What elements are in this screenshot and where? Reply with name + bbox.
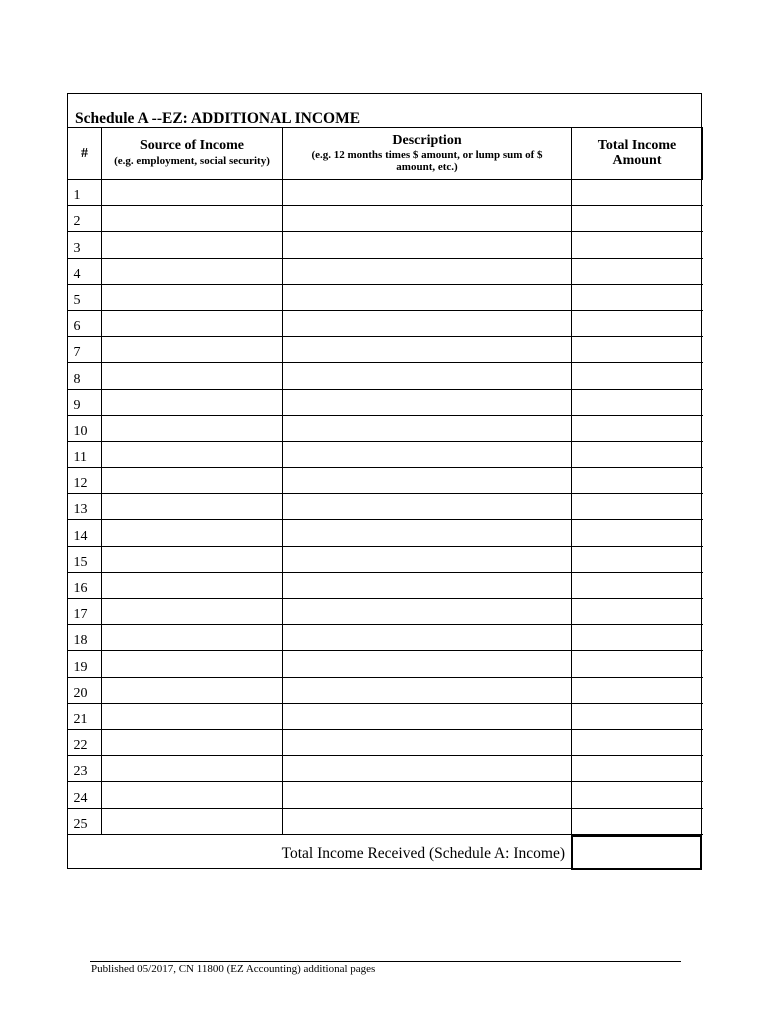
description-field[interactable]	[283, 599, 572, 625]
source-of-income-field[interactable]	[102, 468, 283, 494]
description-field[interactable]	[283, 232, 572, 258]
source-of-income-field[interactable]	[102, 782, 283, 808]
schedule-a-form	[67, 93, 702, 869]
source-of-income-field[interactable]	[102, 520, 283, 546]
row-number: 15	[68, 546, 102, 572]
source-of-income-field[interactable]	[102, 808, 283, 834]
row-number: 17	[68, 599, 102, 625]
total-income-amount-field[interactable]	[572, 546, 703, 572]
description-field[interactable]	[283, 206, 572, 232]
footer-publication-note: Published 05/2017, CN 11800 (EZ Accounting) additional pages	[91, 963, 376, 975]
description-field[interactable]	[283, 337, 572, 363]
description-field[interactable]	[283, 441, 572, 467]
description-field[interactable]	[283, 363, 572, 389]
description-field[interactable]	[283, 180, 572, 206]
total-income-amount-field[interactable]	[572, 363, 703, 389]
source-of-income-field[interactable]	[102, 625, 283, 651]
table-row	[68, 441, 703, 467]
row-number: 25	[68, 808, 102, 834]
table-row	[68, 284, 703, 310]
row-number: 22	[68, 729, 102, 755]
description-field[interactable]	[283, 729, 572, 755]
row-number: 18	[68, 625, 102, 651]
table-row	[68, 520, 703, 546]
total-income-amount-field[interactable]	[572, 808, 703, 834]
description-field[interactable]	[283, 415, 572, 441]
table-row	[68, 337, 703, 363]
form-title: Schedule A --EZ: ADDITIONAL INCOME	[75, 110, 361, 127]
total-income-amount-field[interactable]	[572, 180, 703, 206]
description-field[interactable]	[283, 651, 572, 677]
total-income-amount-field[interactable]	[572, 415, 703, 441]
description-field[interactable]	[283, 625, 572, 651]
row-number: 9	[68, 389, 102, 415]
source-of-income-field[interactable]	[102, 180, 283, 206]
total-income-amount-field[interactable]	[572, 703, 703, 729]
description-field[interactable]	[283, 546, 572, 572]
source-of-income-field[interactable]	[102, 546, 283, 572]
total-income-amount-field[interactable]	[572, 651, 703, 677]
source-of-income-field[interactable]	[102, 599, 283, 625]
row-number: 19	[68, 651, 102, 677]
table-row	[68, 258, 703, 284]
description-field[interactable]	[283, 677, 572, 703]
description-field[interactable]	[283, 756, 572, 782]
row-number: 20	[68, 677, 102, 703]
header-description	[283, 128, 572, 180]
source-of-income-field[interactable]	[102, 703, 283, 729]
table-row	[68, 389, 703, 415]
header-total-amount	[572, 128, 703, 180]
row-number: 23	[68, 756, 102, 782]
source-of-income-field[interactable]	[102, 389, 283, 415]
row-number: 13	[68, 494, 102, 520]
table-row	[68, 572, 703, 598]
source-of-income-field[interactable]	[102, 232, 283, 258]
source-of-income-field[interactable]	[102, 258, 283, 284]
table-row	[68, 625, 703, 651]
source-of-income-field[interactable]	[102, 441, 283, 467]
source-of-income-field[interactable]	[102, 363, 283, 389]
row-number: 4	[68, 258, 102, 284]
total-row	[68, 835, 701, 869]
total-income-amount-field[interactable]	[572, 625, 703, 651]
description-field[interactable]	[283, 782, 572, 808]
row-number: 5	[68, 284, 102, 310]
table-row	[68, 703, 703, 729]
table-row	[68, 651, 703, 677]
table-row	[68, 363, 703, 389]
row-number: 1	[68, 180, 102, 206]
total-income-amount-field[interactable]	[572, 520, 703, 546]
table-row	[68, 729, 703, 755]
row-number: 21	[68, 703, 102, 729]
table-row	[68, 782, 703, 808]
source-of-income-field[interactable]	[102, 415, 283, 441]
header-description-label: Description	[392, 132, 462, 148]
description-field[interactable]	[283, 389, 572, 415]
total-income-amount-field[interactable]	[571, 835, 702, 870]
income-table	[67, 127, 703, 835]
table-row	[68, 310, 703, 336]
table-row	[68, 206, 703, 232]
total-income-amount-field[interactable]	[572, 782, 703, 808]
total-income-amount-field[interactable]	[572, 468, 703, 494]
header-number	[68, 128, 102, 180]
header-number-label: #	[81, 146, 88, 162]
income-rows	[68, 180, 703, 835]
total-income-amount-field[interactable]	[572, 310, 703, 336]
source-of-income-field[interactable]	[102, 756, 283, 782]
total-income-amount-field[interactable]	[572, 337, 703, 363]
source-of-income-field[interactable]	[102, 572, 283, 598]
description-field[interactable]	[283, 808, 572, 834]
row-number: 12	[68, 468, 102, 494]
total-income-amount-field[interactable]	[572, 677, 703, 703]
row-number: 11	[68, 441, 102, 467]
header-source	[102, 128, 283, 180]
row-number: 10	[68, 415, 102, 441]
total-income-amount-field[interactable]	[572, 729, 703, 755]
total-income-amount-field[interactable]	[572, 572, 703, 598]
source-of-income-field[interactable]	[102, 337, 283, 363]
description-field[interactable]	[283, 520, 572, 546]
total-income-amount-field[interactable]	[572, 756, 703, 782]
total-income-amount-field[interactable]	[572, 389, 703, 415]
total-income-amount-field[interactable]	[572, 258, 703, 284]
table-row	[68, 546, 703, 572]
source-of-income-field[interactable]	[102, 494, 283, 520]
description-field[interactable]	[283, 572, 572, 598]
row-number: 3	[68, 232, 102, 258]
description-field[interactable]	[283, 258, 572, 284]
row-number: 2	[68, 206, 102, 232]
description-field[interactable]	[283, 494, 572, 520]
description-field[interactable]	[283, 310, 572, 336]
table-row	[68, 599, 703, 625]
row-number: 6	[68, 310, 102, 336]
row-number: 14	[68, 520, 102, 546]
table-row	[68, 468, 703, 494]
table-row	[68, 232, 703, 258]
table-row	[68, 415, 703, 441]
description-field[interactable]	[283, 284, 572, 310]
total-income-amount-field[interactable]	[572, 599, 703, 625]
table-row	[68, 494, 703, 520]
total-income-amount-field[interactable]	[572, 206, 703, 232]
source-of-income-field[interactable]	[102, 729, 283, 755]
row-number: 16	[68, 572, 102, 598]
table-row	[68, 677, 703, 703]
source-of-income-field[interactable]	[102, 677, 283, 703]
source-of-income-field[interactable]	[102, 206, 283, 232]
table-row	[68, 756, 703, 782]
source-of-income-field[interactable]	[102, 651, 283, 677]
header-total-amount-label: Total Income Amount	[597, 137, 677, 168]
total-income-amount-field[interactable]	[572, 284, 703, 310]
row-number: 7	[68, 337, 102, 363]
row-number: 8	[68, 363, 102, 389]
description-field[interactable]	[283, 703, 572, 729]
total-income-amount-field[interactable]	[572, 441, 703, 467]
source-of-income-field[interactable]	[102, 284, 283, 310]
header-source-label: Source of Income	[140, 138, 244, 154]
footer-divider	[90, 961, 681, 962]
total-income-amount-field[interactable]	[572, 232, 703, 258]
source-of-income-field[interactable]	[102, 310, 283, 336]
header-source-hint: (e.g. employment, social security)	[114, 155, 270, 168]
table-row	[68, 808, 703, 834]
total-income-amount-field[interactable]	[572, 494, 703, 520]
total-income-label: Total Income Received (Schedule A: Income)	[281, 845, 565, 862]
header-description-hint: (e.g. 12 months times $ amount, or lump sum of $ amount, etc.)	[311, 149, 543, 173]
table-header-row	[68, 128, 703, 180]
description-field[interactable]	[283, 468, 572, 494]
row-number: 24	[68, 782, 102, 808]
table-row	[68, 180, 703, 206]
